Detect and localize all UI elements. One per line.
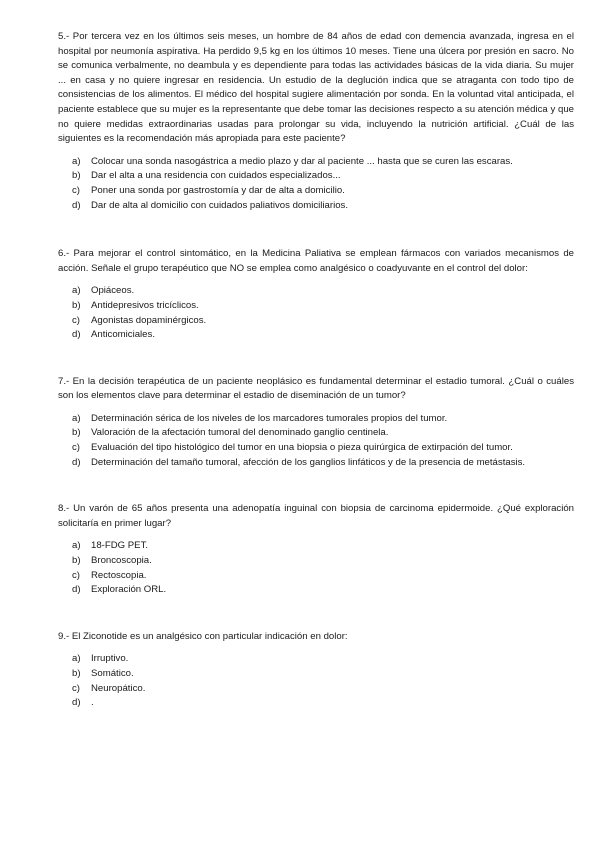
option-text: Determinación sérica de los niveles de los marcadores tumorales propios del tumor. <box>91 412 448 424</box>
option-letter: c) <box>72 314 80 326</box>
question-5-option-a <box>58 155 574 170</box>
question-8-option-c <box>58 569 574 584</box>
option-text: Anticomiciales. <box>91 329 155 341</box>
option-text: Dar el alta a una residencia con cuidados especializados... <box>91 170 341 182</box>
question-6-option-d <box>58 328 574 343</box>
option-letter: a) <box>72 540 81 552</box>
option-text: Agonistas dopaminérgicos. <box>91 314 207 326</box>
option-text: Antidepresivos tricíclicos. <box>91 299 199 311</box>
question-6-text: 6.- Para mejorar el control sintomático, en la Medicina Paliativa se emplean fármacos con variados mecanismos de acción. Señale el grupo terapéutico que NO se emplea como analgésico o coadyuvante en el control del dolor: <box>58 248 574 274</box>
question-9-options <box>58 652 574 710</box>
question-8 <box>58 502 574 598</box>
option-letter: a) <box>72 285 81 297</box>
option-letter: d) <box>72 329 81 341</box>
option-letter: c) <box>72 442 80 454</box>
option-letter: b) <box>72 170 81 182</box>
option-text: Neuropático. <box>91 682 146 694</box>
question-5 <box>58 30 574 213</box>
option-letter: d) <box>72 584 81 596</box>
question-7-option-a <box>58 412 574 427</box>
option-letter: c) <box>72 569 80 581</box>
option-text: Opiáceos. <box>91 285 135 297</box>
option-text: Broncoscopia. <box>91 555 152 567</box>
question-8-option-d <box>58 583 574 598</box>
question-7-options <box>58 412 574 470</box>
option-letter: b) <box>72 427 81 439</box>
question-6 <box>58 247 574 343</box>
question-8-options <box>58 539 574 597</box>
question-7-text: 7.- En la decisión terapéutica de un paciente neoplásico es fundamental determinar el estadio tumoral. ¿Cuál o cuáles son los elementos clave para determinar el estadio de diseminación de un tumor? <box>58 375 574 402</box>
question-5-text: 5.- Por tercera vez en los últimos seis meses, un hombre de 84 años de edad con demencia avanzada, ingresa en el hospital por neumonía aspirativa. Ha perdido 9,5 kg en los últimos 10 meses. Tiene una úlcera por presión en sacro. No se comunica verbalmente, no deambula y es dependiente para todas las actividades básicas de la vida diaria. Su mujer ... en casa y no quiere ingresar en residencia. Un estudio de la deglución indica que se atraganta con todo tipo de consistencias de los alimentos. El médico del hospital sugiere alimentación por sonda. En la voluntad vital anticipada, el paciente establece que su mujer es la representante que debe tomar las decisiones respecto a su atención médica y que no quiere medidas extraordinarias usadas para prolongar su vida, incluyendo la nutrición artificial. ¿Cuál de las siguientes es la recomendación más apropiada para este paciente? <box>58 31 574 145</box>
question-9 <box>58 630 574 711</box>
option-letter: c) <box>72 682 80 694</box>
option-letter: b) <box>72 668 81 679</box>
option-letter: a) <box>72 653 81 665</box>
question-6-option-a <box>58 284 574 299</box>
question-8-text: 8.- Un varón de 65 años presenta una adenopatía inguinal con biopsia de carcinoma epidermoide. ¿Qué exploración solicitaría en primer lugar? <box>58 503 574 529</box>
option-letter: d) <box>72 199 81 211</box>
option-text: Determinación del tamaño tumoral, afección de los ganglios linfáticos y de la presencia de metástasis. <box>91 456 526 468</box>
option-text: Somático. <box>91 668 134 679</box>
option-text: Dar de alta al domicilio con cuidados paliativos domiciliarios. <box>91 199 349 211</box>
question-5-option-b <box>58 169 574 184</box>
question-6-option-b <box>58 299 574 314</box>
option-letter: b) <box>72 299 81 311</box>
question-7-option-d <box>58 456 574 471</box>
question-9-option-b <box>58 667 574 682</box>
question-8-option-b <box>58 554 574 569</box>
question-5-option-c <box>58 184 574 199</box>
option-text: Colocar una sonda nasogástrica a medio plazo y dar al paciente ... hasta que se curen las escaras. <box>91 155 513 167</box>
question-9-option-c <box>58 682 574 697</box>
option-letter: d) <box>72 456 81 468</box>
question-6-options <box>58 284 574 342</box>
option-text: Poner una sonda por gastrostomía y dar de alta a domicilio. <box>91 184 345 196</box>
question-8-option-a <box>58 539 574 554</box>
option-text: Irruptivo. <box>91 653 129 665</box>
option-letter: b) <box>72 555 81 567</box>
option-letter: d) <box>72 697 81 709</box>
option-letter: a) <box>72 412 81 424</box>
option-text: Rectoscopia. <box>91 569 147 581</box>
question-5-option-d <box>58 199 574 214</box>
question-7-option-c <box>58 441 574 456</box>
question-7-option-b <box>58 426 574 441</box>
question-5-options <box>58 155 574 213</box>
option-text: . <box>91 697 94 709</box>
question-9-text: 9.- El Ziconotide es un analgésico con particular indicación en dolor: <box>58 630 348 642</box>
question-9-option-a <box>58 652 574 667</box>
question-6-option-c <box>58 314 574 329</box>
option-text: Valoración de la afectación tumoral del denominado ganglio centinela. <box>91 427 389 439</box>
option-text: Evaluación del tipo histológico del tumor en una biopsia o pieza quirúrgica de extirpación del tumor. <box>91 442 513 454</box>
question-7 <box>58 375 574 471</box>
option-text: 18-FDG PET. <box>91 540 149 552</box>
option-text: Exploración ORL. <box>91 584 167 596</box>
option-letter: a) <box>72 155 81 167</box>
option-letter: c) <box>72 184 80 196</box>
question-9-option-d <box>58 696 574 711</box>
